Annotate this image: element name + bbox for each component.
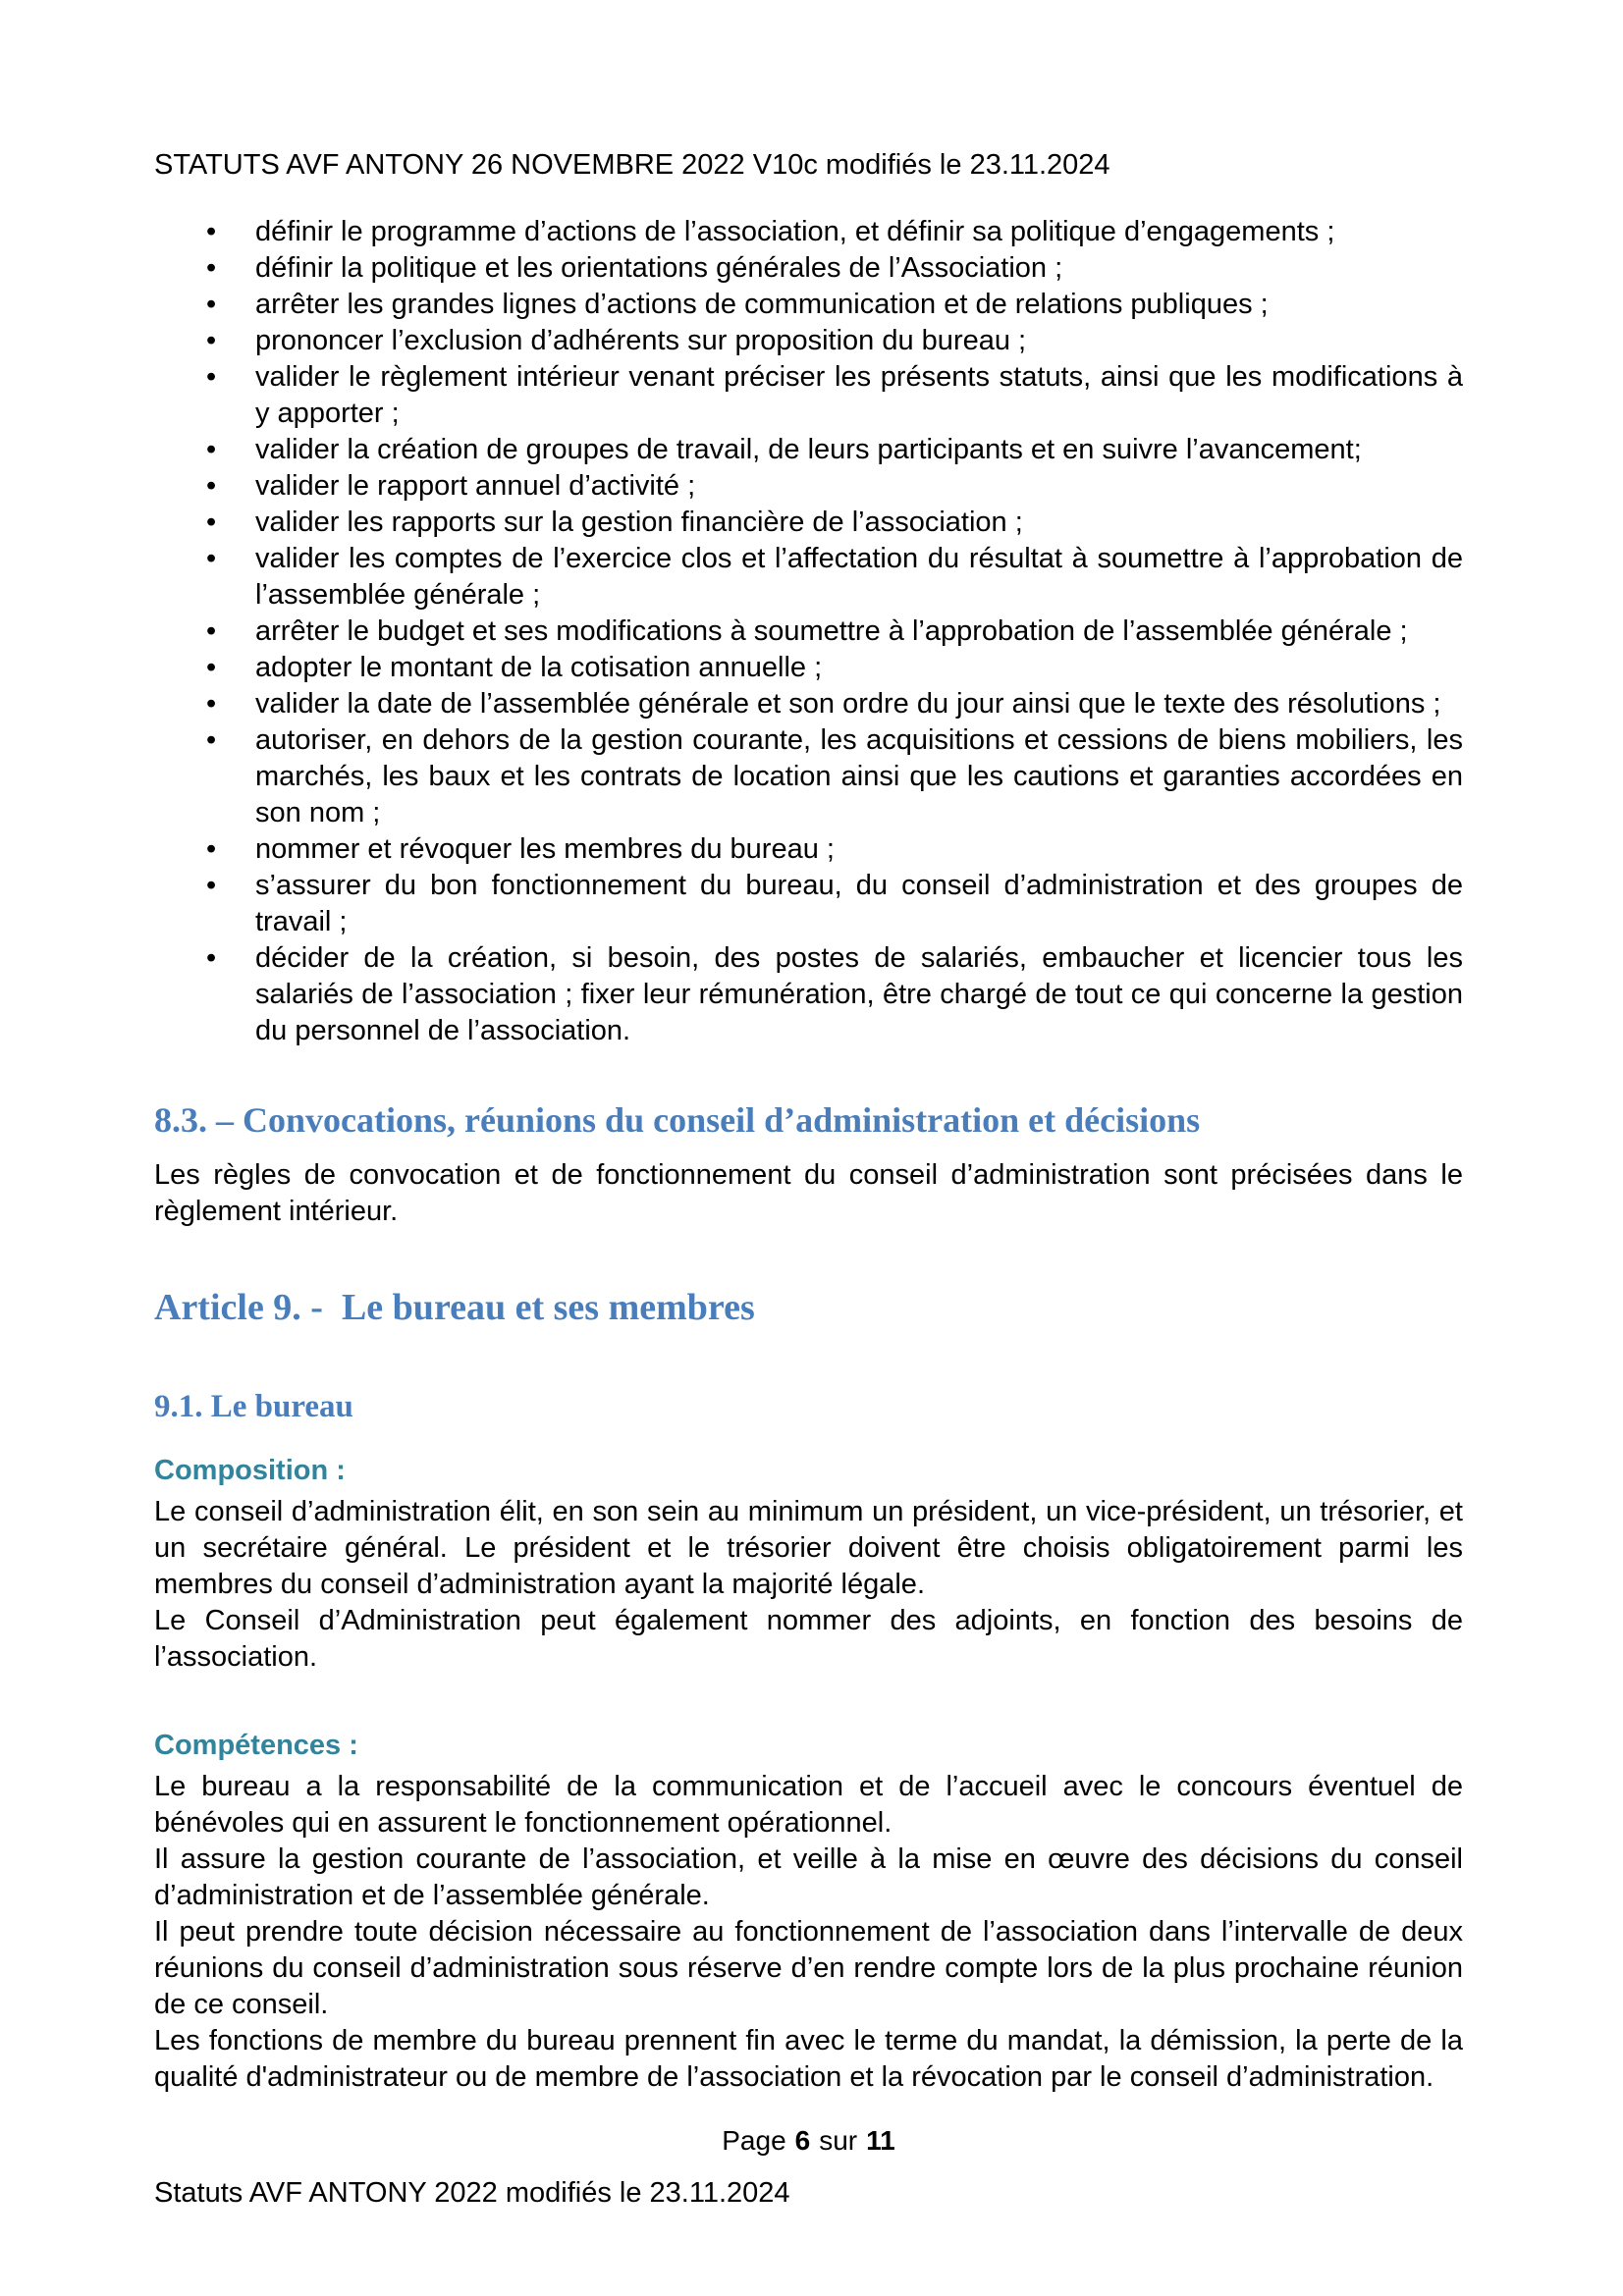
list-item: • valider le rapport annuel d’activité ; <box>154 468 1463 505</box>
list-item: • s’assurer du bon fonctionnement du bureau, du conseil d’administration et des groupes de travail ; <box>154 868 1463 940</box>
paragraph: Les fonctions de membre du bureau prennent fin avec le terme du mandat, la démission, la perte de la qualité d'administrateur ou de membre de l’association et la révocation par le conseil d’administration. <box>154 2025 1463 2093</box>
list-item: • adopter le montant de la cotisation annuelle ; <box>154 650 1463 686</box>
paragraph-8-3: Les règles de convocation et de fonctionnement du conseil d’administration sont précisées dans le règlement intérieur. <box>154 1159 1463 1227</box>
document-header-title: STATUTS AVF ANTONY 26 NOVEMBRE 2022 V10c modifiés le 23.11.2024 <box>154 149 1110 181</box>
paragraph: Le conseil d’administration élit, en son sein au minimum un président, un vice-président, un trésorier, et un secrétaire général. Le président et le trésorier doivent être choisis obligatoirement parmi les membres du conseil d’administration ayant la majorité légale. <box>154 1496 1463 1600</box>
paragraph: Il assure la gestion courante de l’association, et veille à la mise en œuvre des décisions du conseil d’administration et de l’assemblée générale. <box>154 1843 1463 1911</box>
paragraph: Le bureau a la responsabilité de la communication et de l’accueil avec le concours éventuel de bénévoles qui en assurent le fonctionnement opérationnel. <box>154 1771 1463 1839</box>
responsibilities-list <box>154 214 1463 1049</box>
list-item: • valider le règlement intérieur venant préciser les présents statuts, ainsi que les modifications à y apporter ; <box>154 359 1463 432</box>
list-item: • prononcer l’exclusion d’adhérents sur proposition du bureau ; <box>154 323 1463 359</box>
competences-subheading: Compétences : <box>154 1730 358 1761</box>
list-item: • valider les rapports sur la gestion financière de l’association ; <box>154 505 1463 541</box>
section-heading-9-1: 9.1. Le bureau <box>154 1389 353 1424</box>
paragraph: Il peut prendre toute décision nécessaire au fonctionnement de l’association dans l’intervalle de deux réunions du conseil d’administration sous réserve d’en rendre compte lors de la plus prochaine réunion de ce conseil. <box>154 1916 1463 2020</box>
list-item: • nommer et révoquer les membres du bureau ; <box>154 831 1463 868</box>
list-item: • valider la création de groupes de travail, de leurs participants et en suivre l’avancement; <box>154 432 1463 468</box>
article-9-heading: Article 9. - Le bureau et ses membres <box>154 1287 755 1328</box>
list-item: • décider de la création, si besoin, des postes de salariés, embaucher et licencier tous les salariés de l’association ; fixer leur rémunération, être chargé de tout ce qui concerne la gestion du personnel de l’association. <box>154 940 1463 1049</box>
document-footer-reference: Statuts AVF ANTONY 2022 modifiés le 23.11.2024 <box>154 2177 790 2209</box>
page-number <box>154 2122 1463 2159</box>
list-item: • définir la politique et les orientations générales de l’Association ; <box>154 250 1463 287</box>
composition-paragraphs <box>154 1494 1463 1676</box>
section-heading-8-3: 8.3. – Convocations, réunions du conseil d’administration et décisions <box>154 1100 1201 1140</box>
list-item: • définir le programme d’actions de l’association, et définir sa politique d’engagements ; <box>154 214 1463 250</box>
list-item: • valider les comptes de l’exercice clos et l’affectation du résultat à soumettre à l’approbation de l’assemblée générale ; <box>154 541 1463 614</box>
page-number-value: 6 <box>794 2125 811 2156</box>
paragraph: Le Conseil d’Administration peut également nommer des adjoints, en fonction des besoins de l’association. <box>154 1605 1463 1673</box>
list-item: • valider la date de l’assemblée générale et son ordre du jour ainsi que le texte des résolutions ; <box>154 686 1463 722</box>
sur-word: sur <box>819 2125 858 2156</box>
list-item: • arrêter les grandes lignes d’actions de communication et de relations publiques ; <box>154 287 1463 323</box>
page-word: Page <box>722 2125 786 2156</box>
list-item: • arrêter le budget et ses modifications à soumettre à l’approbation de l’assemblée générale ; <box>154 614 1463 650</box>
page-total-value: 11 <box>866 2125 895 2156</box>
list-item: • autoriser, en dehors de la gestion courante, les acquisitions et cessions de biens mobiliers, les marchés, les baux et les contrats de location ainsi que les cautions et garanties accordées en son nom ; <box>154 722 1463 831</box>
composition-subheading: Composition : <box>154 1455 346 1486</box>
competences-paragraphs <box>154 1769 1463 2096</box>
